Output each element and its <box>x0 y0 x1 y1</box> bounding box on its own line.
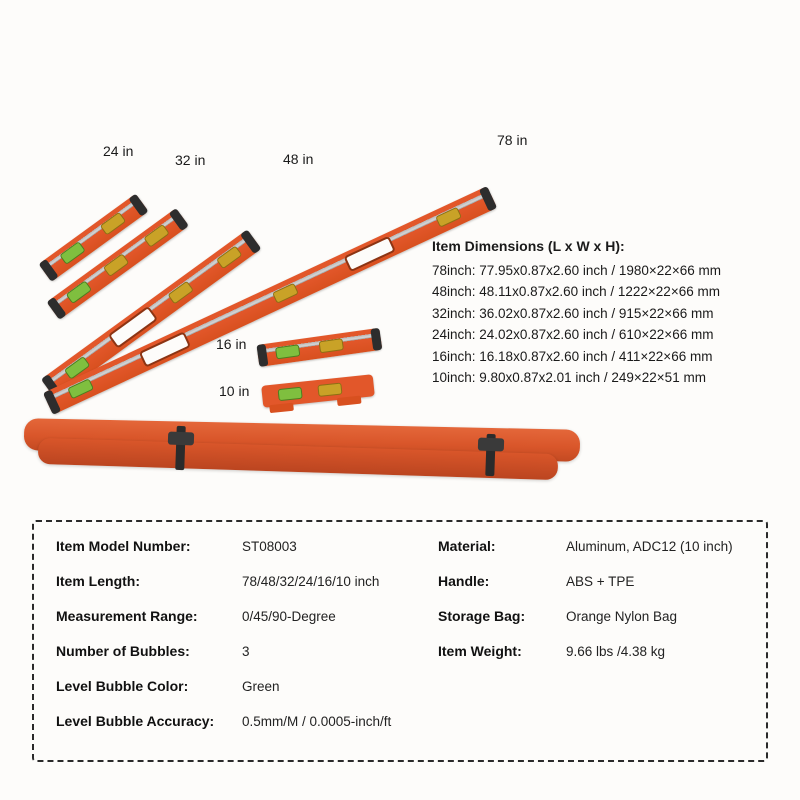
size-label-16in: 16 in <box>216 336 247 352</box>
bubble-vial <box>435 207 462 228</box>
spec-key: Item Weight: <box>438 643 522 659</box>
bubble-vial <box>59 241 85 265</box>
spec-value: Aluminum, ADC12 (10 inch) <box>566 539 733 554</box>
endcap-icon <box>43 389 61 415</box>
spec-cell-right <box>438 573 738 589</box>
endcap-icon <box>39 259 59 282</box>
bubble-vial <box>278 387 303 401</box>
torpedo-foot <box>337 396 362 406</box>
endcap-icon <box>240 229 261 254</box>
spec-key: Number of Bubbles: <box>56 643 190 659</box>
spec-cell-left <box>56 643 438 659</box>
spec-key: Level Bubble Color: <box>56 678 189 694</box>
table-row <box>56 678 752 713</box>
spec-value: Green <box>242 679 280 694</box>
level-handle <box>139 331 191 368</box>
spec-value: ST08003 <box>242 539 297 554</box>
spec-cell-left <box>56 538 438 554</box>
level-10in-torpedo <box>261 374 375 408</box>
dimension-row-32inch: 32inch: 36.02x0.87x2.60 inch / 915×22×66 mm <box>432 305 714 321</box>
endcap-icon <box>479 186 497 212</box>
bubble-vial <box>319 338 344 353</box>
table-row <box>56 643 752 678</box>
endcap-icon <box>256 344 268 367</box>
spec-key: Item Model Number: <box>56 538 191 554</box>
table-row <box>56 608 752 643</box>
spec-key: Material: <box>438 538 496 554</box>
spec-cell-left <box>56 573 438 589</box>
bubble-vial <box>167 281 193 305</box>
item-dimensions-title: Item Dimensions (L x W x H): <box>432 238 625 254</box>
bubble-vial <box>143 224 169 248</box>
size-label-78in: 78 in <box>497 132 528 148</box>
torpedo-foot <box>269 403 294 413</box>
size-label-48in: 48 in <box>283 151 314 167</box>
dimension-row-10inch: 10inch: 9.80x0.87x2.01 inch / 249×22×51 mm <box>432 370 706 385</box>
spec-cell-left <box>56 608 438 624</box>
bubble-vial <box>66 280 92 304</box>
spec-value: ABS + TPE <box>566 574 635 589</box>
endcap-icon <box>370 328 382 351</box>
bubble-vial <box>317 383 342 397</box>
spec-value: 0/45/90-Degree <box>242 609 336 624</box>
spec-cell-right <box>438 643 738 659</box>
table-row <box>56 713 752 748</box>
spec-cell-right <box>438 538 738 554</box>
spec-key: Handle: <box>438 573 490 589</box>
spec-value: 9.66 lbs /4.38 kg <box>566 644 666 659</box>
spec-key: Storage Bag: <box>438 608 526 624</box>
endcap-icon <box>47 297 67 320</box>
spec-cell-left <box>56 713 438 729</box>
spec-rows <box>56 538 752 748</box>
bubble-vial <box>275 344 300 359</box>
dimension-row-48inch: 48inch: 48.11x0.87x2.60 inch / 1222×22×66 mm <box>432 284 720 299</box>
endcap-icon <box>169 208 189 231</box>
spec-key: Measurement Range: <box>56 608 198 624</box>
size-label-10in: 10 in <box>219 383 250 399</box>
bag-buckle <box>478 438 504 452</box>
level-16in <box>256 328 382 367</box>
bubble-vial <box>103 253 129 277</box>
specification-table <box>32 520 768 762</box>
size-label-24in: 24 in <box>103 143 134 159</box>
spec-cell-right <box>438 608 738 624</box>
bubble-vial <box>272 283 299 304</box>
spec-key: Level Bubble Accuracy: <box>56 713 215 729</box>
bubble-vial <box>216 245 242 269</box>
spec-key: Item Length: <box>56 573 140 589</box>
dimension-row-78inch: 78inch: 77.95x0.87x2.60 inch / 1980×22×66 mm <box>432 262 721 278</box>
spec-value: Orange Nylon Bag <box>566 609 678 624</box>
spec-value: 78/48/32/24/16/10 inch <box>242 574 380 589</box>
endcap-icon <box>128 194 148 217</box>
dimension-row-24inch: 24inch: 24.02x0.87x2.60 inch / 610×22×66 mm <box>432 327 714 342</box>
spec-value: 3 <box>242 644 250 659</box>
dimension-row-16inch: 16inch: 16.18x0.87x2.60 inch / 411×22×66 mm <box>432 348 713 364</box>
spec-cell-left <box>56 678 438 694</box>
table-row <box>56 573 752 608</box>
bubble-vial <box>67 378 94 399</box>
bubble-vial <box>100 212 126 236</box>
bag-buckle <box>168 432 194 446</box>
spec-value: 0.5mm/M / 0.0005-inch/ft <box>242 714 392 729</box>
item-dimensions-block <box>432 236 772 389</box>
size-label-32in: 32 in <box>175 152 206 168</box>
table-row <box>56 538 752 573</box>
level-handle <box>343 236 395 273</box>
